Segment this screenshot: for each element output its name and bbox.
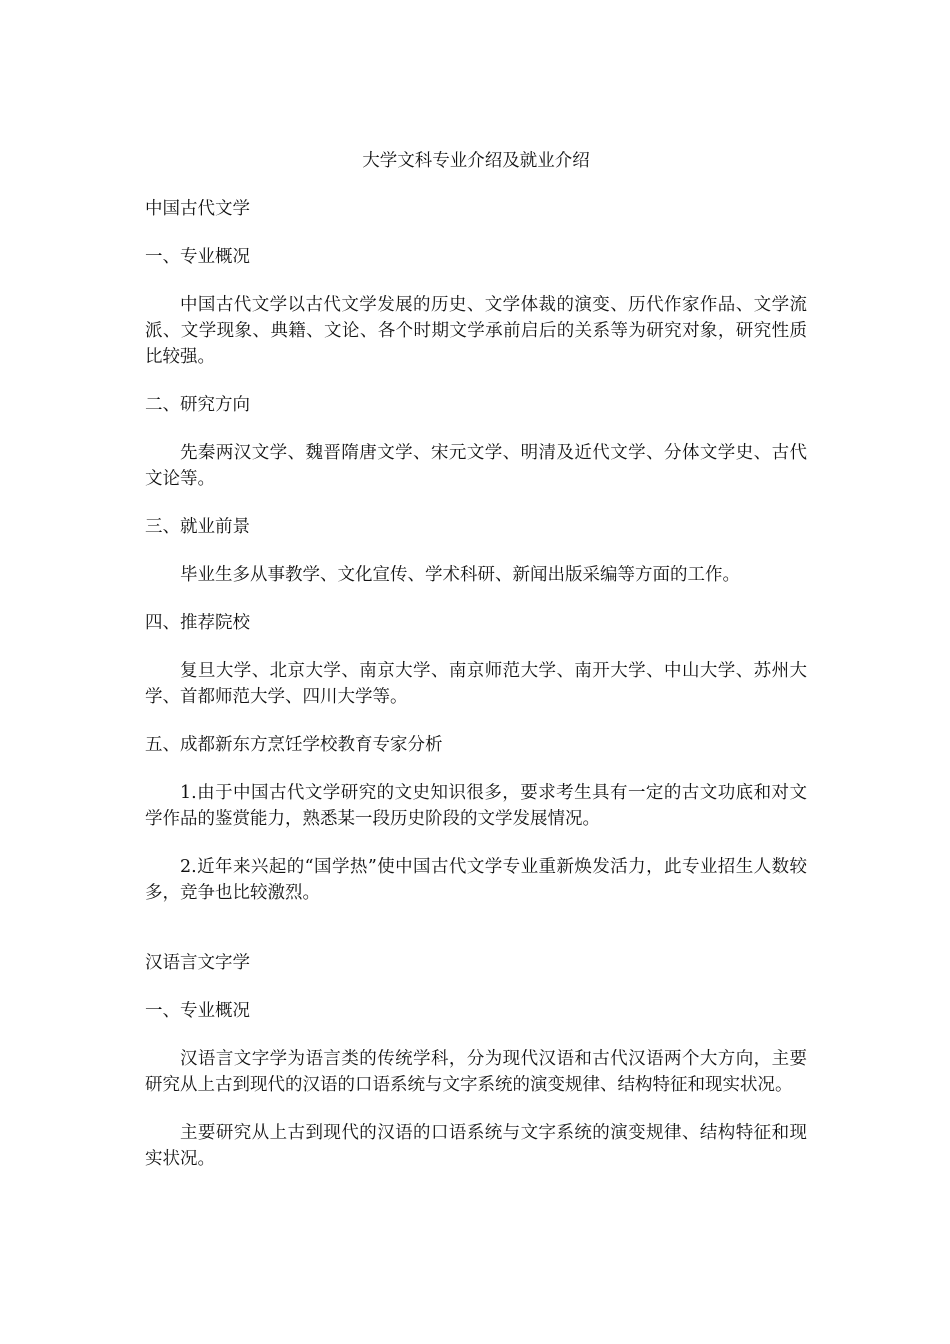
paragraph: 中国古代文学以古代文学发展的历史、文学体裁的演变、历代作家作品、文学流派、文学现象、典籍、文论、各个时期文学承前启后的关系等为研究对象，研究性质比较强。: [145, 295, 807, 367]
paragraph: 先秦两汉文学、魏晋隋唐文学、宋元文学、明清及近代文学、分体文学史、古代文论等。: [145, 443, 807, 489]
section-heading: 四、推荐院校: [145, 613, 250, 633]
section-heading: 三、就业前景: [145, 517, 250, 537]
paragraph: 复旦大学、北京大学、南京大学、南京师范大学、南开大学、中山大学、苏州大学、首都师范大学、四川大学等。: [145, 661, 807, 707]
section-heading: 二、研究方向: [145, 395, 250, 415]
paragraph: 1.由于中国古代文学研究的文史知识很多，要求考生具有一定的古文功底和对文学作品的鉴赏能力，熟悉某一段历史阶段的文学发展情况。: [145, 783, 807, 829]
document-title: 大学文科专业介绍及就业介绍: [362, 151, 590, 171]
section-heading: 一、专业概况: [145, 1001, 250, 1021]
paragraph: 汉语言文字学为语言类的传统学科，分为现代汉语和古代汉语两个大方向，主要研究从上古到现代的汉语的口语系统与文字系统的演变规律、结构特征和现实状况。: [145, 1049, 807, 1095]
section-title: 汉语言文字学: [145, 953, 250, 973]
document-body: [145, 148, 807, 1194]
section-heading: 五、成都新东方烹饪学校教育专家分析: [145, 735, 443, 755]
section-title: 中国古代文学: [145, 199, 250, 219]
paragraph: 主要研究从上古到现代的汉语的口语系统与文字系统的演变规律、结构特征和现实状况。: [145, 1123, 807, 1169]
paragraph: 2.近年来兴起的“国学热”使中国古代文学专业重新焕发活力，此专业招生人数较多，竞争也比较激烈。: [145, 857, 807, 903]
section-spacer: [145, 928, 807, 950]
section-heading: 一、专业概况: [145, 247, 250, 267]
paragraph: 毕业生多从事教学、文化宣传、学术科研、新闻出版采编等方面的工作。: [180, 565, 740, 585]
